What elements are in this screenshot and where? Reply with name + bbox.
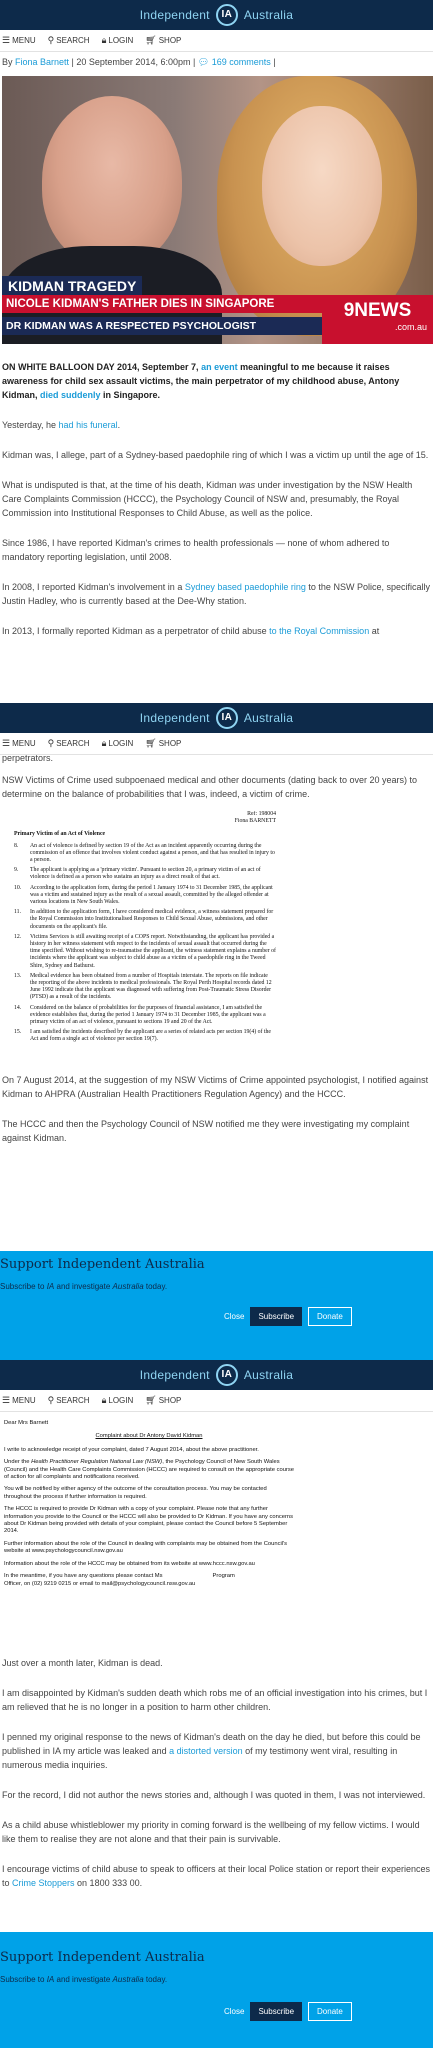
shop-label: SHOP bbox=[158, 36, 182, 45]
hamburger-icon: ☰ bbox=[2, 35, 11, 45]
news-subhead: DR KIDMAN WAS A RESPECTED PSYCHOLOGIST bbox=[2, 317, 322, 335]
ia-logo[interactable]: IA bbox=[216, 707, 238, 729]
article-paragraph: The HCCC and then the Psychology Council of NSW notified me they were investigating my complaint against Kidman. bbox=[2, 1119, 410, 1143]
support-actions bbox=[224, 2002, 352, 2021]
letter-text: Program bbox=[212, 1573, 235, 1580]
event-link[interactable]: an event bbox=[201, 362, 238, 372]
site-name-right[interactable]: Australia bbox=[243, 1368, 294, 1382]
doc-item-text: In addition to the application form, I have considered medical evidence, a witness statement prepared for the Royal Commission into Institutionalised Responses to Child Sexual Abuse, submissions, and other documents on the applicant's file. bbox=[30, 909, 274, 930]
doc-item-text: I am satisfied the incidents described by the applicant are a series of related acts per section 19(4) of the Act and form a single act of violence per section 19(7). bbox=[30, 1029, 271, 1043]
support-title: Support Independent Australia bbox=[0, 1257, 205, 1272]
shop-label: SHOP bbox=[158, 739, 182, 748]
psychology-council-letter bbox=[4, 1420, 294, 1648]
article-paragraph: NSW Victims of Crime used subpoenaed medical and other documents (dating back to over 20 years) to determine on the balance of probabilities that I was, indeed, a victim of crime. bbox=[2, 775, 418, 799]
search-button[interactable] bbox=[48, 35, 90, 46]
letter-paragraph: Further information about the role of the Council in dealing with complaints may be obtained from the Council's website at www.psychologycouncil.nsw.gov.au bbox=[4, 1540, 288, 1555]
letter-paragraph: I write to acknowledge receipt of your complaint, dated 7 August 2014, about the above practitioner. bbox=[4, 1446, 259, 1453]
site-header bbox=[0, 0, 433, 30]
support-sub-text: today. bbox=[143, 1282, 168, 1291]
para-text: to the NSW Police, specifically Justin Hadley, who is currently based at the Dee-Why station. bbox=[2, 582, 430, 606]
article-paragraph bbox=[0, 418, 433, 432]
para-text: In 2013, I formally reported Kidman as a perpetrator of child abuse bbox=[2, 626, 270, 636]
article-paragraph: For the record, I did not author the news stories and, although I was quoted in them, I was not interviewed. bbox=[2, 1790, 426, 1800]
search-button[interactable] bbox=[48, 1395, 90, 1406]
login-label: LOGIN bbox=[108, 739, 134, 748]
doc-item bbox=[14, 973, 276, 1002]
doc-item-text: Victims Services is still awaiting receipt of a COPS report. Notwithstanding, the applicant has provided a history in her witness statement with respect to the incidents of sexual assault that occurred during the time specified. Without wishing to re-traumatise the applicant, the witness statement explains a number of incidents where the applicant was subject to child abuse as a victim of a paedophile ring in the Tweed Shire, Sydney and Bathurst. bbox=[30, 933, 276, 969]
byline-date: | 20 September 2014, 6:00pm | bbox=[69, 57, 198, 67]
doc-item-number: 15. bbox=[14, 1029, 22, 1036]
menu-button[interactable] bbox=[2, 35, 36, 46]
search-label: SEARCH bbox=[56, 739, 90, 748]
doc-item-number: 12. bbox=[14, 933, 22, 940]
shop-label: SHOP bbox=[158, 1396, 182, 1405]
lead-text-1: ON WHITE BALLOON DAY 2014, September 7, bbox=[2, 362, 202, 372]
menu-label: MENU bbox=[12, 1396, 36, 1405]
article-paragraph bbox=[0, 478, 433, 520]
para-text: I encourage victims of child abuse to speak to officers at their local Police station or report their experiences to bbox=[2, 1864, 431, 1888]
doc-item-number: 13. bbox=[14, 972, 22, 979]
para-text: . bbox=[117, 420, 121, 430]
para-text: on 1800 333 00. bbox=[74, 1878, 143, 1888]
article-paragraph: Kidman was, I allege, part of a Sydney-based paedophile ring of which I was a victim up until the age of 15. bbox=[2, 450, 429, 460]
login-button[interactable] bbox=[102, 1395, 134, 1406]
nav-bar bbox=[0, 1390, 433, 1412]
lead-text-3: in Singapore. bbox=[100, 390, 161, 400]
paedophile-ring-link[interactable]: Sydney based paedophile ring bbox=[184, 582, 306, 592]
letter-text: , the Psychology Council of New South Wales (Council) and the Health Care Complaints Commission (HCCC) are required to consult on the appropriate course of action for all complaints and notifications received. bbox=[4, 1459, 294, 1481]
site-header bbox=[0, 1360, 433, 1390]
article-paragraph: perpetrators. bbox=[2, 753, 54, 763]
letter-text: Officer, on (02) 9219 0215 or email to mail@psychologycouncil.nsw.gov.au bbox=[4, 1580, 196, 1587]
support-panel bbox=[0, 1932, 433, 2048]
cart-icon: 🛒︎ bbox=[145, 738, 157, 748]
menu-button[interactable] bbox=[2, 738, 36, 749]
lock-icon: 🔒︎ bbox=[101, 738, 107, 748]
search-icon: ⚲ bbox=[47, 1395, 55, 1405]
doc-item bbox=[14, 1029, 276, 1043]
search-icon: ⚲ bbox=[47, 738, 55, 748]
cart-icon: 🛒︎ bbox=[145, 1395, 157, 1405]
photo-woman-face bbox=[262, 106, 382, 266]
article-paragraph: Just over a month later, Kidman is dead. bbox=[2, 1658, 163, 1668]
doc-item bbox=[14, 843, 276, 865]
doc-name: Fiona BARNETT bbox=[234, 818, 276, 825]
royal-commission-link[interactable]: to the Royal Commission bbox=[269, 626, 370, 636]
support-panel bbox=[0, 1251, 433, 1360]
search-icon: ⚲ bbox=[47, 35, 55, 45]
ia-logo[interactable]: IA bbox=[216, 1364, 238, 1386]
doc-item-text: An act of violence is defined by section 19 of the Act as an incident apparently occurring during the commission of an offence that involves violent conduct against a person, and that has resulted in injury to a person. bbox=[30, 842, 275, 864]
byline bbox=[0, 52, 433, 73]
died-suddenly-link[interactable]: died suddenly bbox=[40, 390, 101, 400]
para-text: What is undisputed is that, at the time of his death, Kidman bbox=[2, 480, 240, 490]
cart-icon: 🛒︎ bbox=[145, 35, 157, 45]
article-lead bbox=[0, 360, 433, 402]
doc-item-text: The applicant is applying as a 'primary victim'. Pursuant to section 20, a primary victim of an act of violence is defined as a person who sustains an injury as a direct result of that act. bbox=[30, 867, 261, 881]
byline-by: By bbox=[2, 57, 16, 67]
support-sub-text: and investigate bbox=[54, 1282, 113, 1291]
support-sub-text: Subscribe to bbox=[0, 1282, 47, 1291]
letter-paragraph bbox=[4, 1573, 294, 1588]
article-paragraph bbox=[0, 1862, 433, 1890]
doc-heading: Primary Victim of an Act of Violence bbox=[14, 831, 106, 838]
shop-button[interactable] bbox=[145, 35, 181, 46]
doc-item bbox=[14, 885, 276, 907]
support-sub-ia: IA bbox=[46, 1975, 55, 1984]
nav-bar bbox=[0, 30, 433, 52]
channel-name: 9NEWS bbox=[343, 300, 412, 321]
search-label: SEARCH bbox=[56, 36, 90, 45]
letter-paragraph: Information about the role of the HCCC may be obtained from its website at www.hccc.nsw.gov.au bbox=[4, 1560, 255, 1567]
lead-text-2: meaningful to me because it raises awareness for child sex assault victims, the main perpetrator of my childhood abuse, Antony Kidman, bbox=[2, 362, 400, 400]
support-actions bbox=[224, 1307, 352, 1326]
article-paragraph bbox=[0, 1730, 433, 1772]
shop-button[interactable] bbox=[145, 1395, 181, 1406]
letter-paragraph bbox=[4, 1459, 294, 1481]
para-text: Yesterday, he bbox=[2, 420, 59, 430]
support-sub-ia: IA bbox=[46, 1282, 55, 1291]
distorted-version-link[interactable]: a distorted version bbox=[169, 1746, 243, 1756]
crime-stoppers-link[interactable]: Crime Stoppers bbox=[12, 1878, 75, 1888]
letter-paragraph: The HCCC is required to provide Dr Kidman with a copy of your complaint. Please note that any further information you provide to the Council or the HCCC will also be provided to Dr Kidman. If you have any concerns about Dr Kidman being provided with details of your complaint, please contact the Council before 5 September 2014. bbox=[4, 1506, 294, 1535]
para-text: I penned my original response to the news of Kidman's death on the day he died, but before this could be published in IA my article was leaked and bbox=[2, 1732, 421, 1756]
menu-label: MENU bbox=[12, 739, 36, 748]
para-text: In 2008, I reported Kidman's involvement in a bbox=[2, 582, 185, 592]
support-sub-text: Subscribe to bbox=[0, 1975, 47, 1984]
doc-item bbox=[14, 909, 276, 931]
doc-item bbox=[14, 867, 276, 881]
photo-man bbox=[42, 96, 182, 266]
support-sub-au: Australia bbox=[112, 1282, 144, 1291]
support-title: Support Independent Australia bbox=[0, 1950, 205, 1965]
menu-label: MENU bbox=[12, 36, 36, 45]
shop-button[interactable] bbox=[145, 738, 181, 749]
doc-item-text: According to the application form, during the period 1 January 1974 to 31 December 1985, the applicant was a victim and sustained injury as the result of a sexual assault, committed by the alleged offender at various locations in New South Wales. bbox=[30, 884, 273, 906]
hamburger-icon: ☰ bbox=[2, 738, 11, 748]
article-paragraph: As a child abuse whistleblower my priority in coming forward is the wellbeing of my fellow victims. I would like them to realise they are not alone and that their pain is survivable. bbox=[2, 1820, 420, 1844]
article-paragraph bbox=[0, 624, 433, 638]
site-name-left[interactable]: Independent bbox=[139, 1368, 210, 1382]
close-button[interactable]: Close bbox=[224, 1312, 245, 1321]
victims-services-document bbox=[14, 811, 276, 1059]
donate-button[interactable]: Donate bbox=[308, 1307, 352, 1326]
channel-logo bbox=[322, 295, 433, 344]
lock-icon: 🔒︎ bbox=[101, 35, 107, 45]
funeral-link[interactable]: had his funeral bbox=[58, 420, 118, 430]
site-name-left[interactable]: Independent bbox=[139, 711, 210, 725]
lock-icon: 🔒︎ bbox=[101, 1395, 107, 1405]
doc-item-number: 14. bbox=[14, 1004, 22, 1011]
ia-logo[interactable]: IA bbox=[216, 4, 238, 26]
byline-tail: | bbox=[270, 57, 276, 67]
channel-url: .com.au bbox=[394, 322, 427, 332]
search-label: SEARCH bbox=[56, 1396, 90, 1405]
login-label: LOGIN bbox=[108, 36, 134, 45]
doc-item-text: Considered on the balance of probabilities for the purposes of financial assistance, I am satisfied the evidence establishes that, during the period 1 January 1974 to 31 December 1985, the applicant was a primary victim of an act of violence, pursuant to sections 19 and 20 of the Act. bbox=[30, 1004, 266, 1026]
para-text: under investigation by the NSW Health Care Complaints Commission (HCCC), the Psychology Council of NSW and, presumably, the Royal Commission into Institutional Responses to Child Abuse, as well as the police. bbox=[2, 480, 413, 518]
close-button[interactable]: Close bbox=[224, 2007, 245, 2016]
doc-item-number: 10. bbox=[14, 884, 22, 891]
article-paragraph: I am disappointed by Kidman's sudden death which robs me of an official investigation into his crimes, but I am relieved that he is no longer in a position to harm other children. bbox=[2, 1688, 428, 1712]
subscribe-button[interactable]: Subscribe bbox=[250, 1307, 302, 1326]
support-sub-text: and investigate bbox=[54, 1975, 113, 1984]
donate-button[interactable]: Donate bbox=[308, 2002, 352, 2021]
para-text: at bbox=[369, 626, 380, 636]
screenshot-1 bbox=[0, 0, 433, 703]
login-label: LOGIN bbox=[108, 1396, 134, 1405]
para-text: of my testimony went viral, resulting in numerous media inquiries. bbox=[2, 1746, 398, 1770]
article-paragraph bbox=[0, 580, 433, 608]
screenshot-2 bbox=[0, 703, 433, 1360]
article-paragraph: Since 1986, I have reported Kidman's crimes to health professionals — none of whom adhered to mandatory reporting legislation, until 2008. bbox=[2, 538, 390, 562]
doc-item bbox=[14, 934, 276, 970]
letter-text: In the meantime, if you have any questions please contact Ms bbox=[4, 1573, 163, 1580]
para-emphasis: was bbox=[239, 480, 256, 490]
letter-paragraph: You will be notified by either agency of the outcome of the consultation process. You may be contacted throughout the process if further information is required. bbox=[4, 1486, 267, 1500]
doc-items bbox=[14, 843, 276, 1044]
letter-subject: Complaint about Dr Antony David Kidman bbox=[95, 1433, 203, 1440]
doc-item-number: 8. bbox=[14, 842, 19, 849]
search-button[interactable] bbox=[48, 738, 90, 749]
letter-text: Under the bbox=[4, 1459, 32, 1466]
site-name-left[interactable]: Independent bbox=[139, 8, 210, 22]
doc-item bbox=[14, 1005, 276, 1027]
article-hero-image bbox=[2, 76, 433, 344]
doc-item-number: 9. bbox=[14, 867, 19, 874]
article-paragraph: On 7 August 2014, at the suggestion of my NSW Victims of Crime appointed psychologist, I notified against Kidman to AHPRA (Australian Health Practitioners Regulation Agency) and the HCCC. bbox=[2, 1075, 429, 1099]
subscribe-button[interactable]: Subscribe bbox=[250, 2002, 302, 2021]
comments-link[interactable]: 169 comments bbox=[211, 57, 271, 67]
menu-button[interactable] bbox=[2, 1395, 36, 1406]
news-badge: KIDMAN TRAGEDY bbox=[2, 276, 142, 296]
site-name-right[interactable]: Australia bbox=[243, 711, 294, 725]
hamburger-icon: ☰ bbox=[2, 1395, 11, 1405]
letter-salutation: Dear Mrs Barnett bbox=[4, 1420, 49, 1426]
screenshot-3 bbox=[0, 1360, 433, 2048]
news-headline: NICOLE KIDMAN'S FATHER DIES IN SINGAPORE bbox=[2, 295, 322, 313]
comment-icon[interactable]: 💬︎ bbox=[197, 57, 212, 67]
site-header bbox=[0, 703, 433, 733]
support-sub-au: Australia bbox=[112, 1975, 144, 1984]
author-link[interactable]: Fiona Barnett bbox=[15, 57, 70, 67]
doc-item-number: 11. bbox=[14, 909, 22, 916]
site-name-right[interactable]: Australia bbox=[243, 8, 294, 22]
letter-emphasis: Health Practitioner Regulation National Law (NSW) bbox=[31, 1459, 163, 1466]
login-button[interactable] bbox=[102, 35, 134, 46]
support-subtitle bbox=[0, 1975, 433, 1984]
support-sub-text: today. bbox=[143, 1975, 168, 1984]
doc-ref: Ref: 198004 bbox=[247, 811, 276, 817]
doc-item-text: Medical evidence has been obtained from a number of Hospitals interstate. The reports on file indicate the reporting of the above incidents to medical professionals. The Royal Perth Hospital records dated 12 June 1992 indicate that the applicant was diagnosed with suffering from Post-Traumatic Stress Disorder (PTSD) as a result of the incidents. bbox=[30, 972, 272, 1001]
support-subtitle bbox=[0, 1282, 433, 1291]
login-button[interactable] bbox=[102, 738, 134, 749]
